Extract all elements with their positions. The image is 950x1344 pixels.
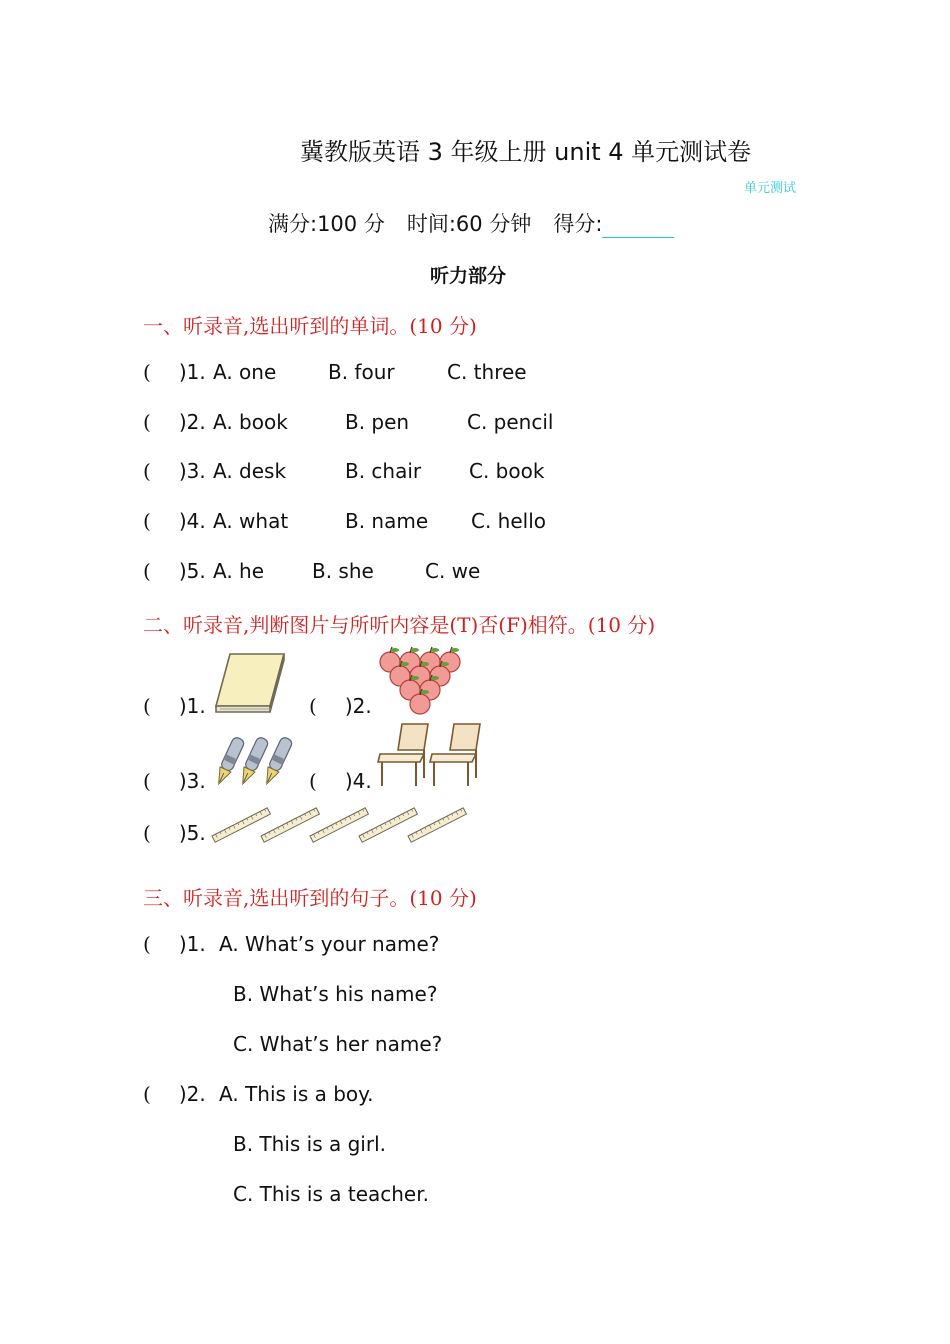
option-b: B. she bbox=[312, 559, 374, 583]
option-c: C. three bbox=[447, 360, 527, 384]
question-number: )1. bbox=[178, 932, 206, 956]
answer-paren[interactable]: ( bbox=[143, 459, 151, 483]
item-number: )4. bbox=[344, 769, 372, 793]
s2-item-4 bbox=[309, 769, 372, 793]
item-number: )1. bbox=[178, 694, 206, 718]
answer-paren[interactable]: ( bbox=[143, 694, 151, 718]
section3-title: 三、听录音,选出听到的句子。(10 分) bbox=[143, 886, 477, 910]
s1-question-3 bbox=[143, 459, 545, 483]
s3-question-1 bbox=[143, 932, 440, 956]
page-title: 冀教版英语 3 年级上册 unit 4 单元测试卷 bbox=[300, 138, 752, 166]
answer-paren[interactable]: ( bbox=[143, 1082, 151, 1106]
answer-paren[interactable]: ( bbox=[143, 559, 151, 583]
answer-paren[interactable]: ( bbox=[143, 769, 151, 793]
answer-paren[interactable]: ( bbox=[143, 821, 151, 845]
s3-q1-option-c: C. What’s her name? bbox=[233, 1032, 443, 1056]
full-score: 满分:100 分 bbox=[268, 212, 385, 236]
section2-title: 二、听录音,判断图片与所听内容是(T)否(F)相符。(10 分) bbox=[143, 613, 656, 637]
option-a: A. one bbox=[213, 360, 277, 384]
apples-icon bbox=[376, 646, 468, 716]
score-label: 得分: bbox=[553, 212, 603, 236]
s2-item-3 bbox=[143, 769, 206, 793]
answer-paren[interactable]: ( bbox=[309, 769, 317, 793]
s3-q1-option-b: B. What’s his name? bbox=[233, 982, 438, 1006]
time-limit: 时间:60 分钟 bbox=[406, 212, 532, 236]
score-line bbox=[268, 208, 674, 238]
question-number: )1. bbox=[178, 360, 206, 384]
item-number: )2. bbox=[344, 694, 372, 718]
rulers-icon bbox=[210, 796, 472, 844]
option-c: C. book bbox=[469, 459, 545, 483]
answer-paren[interactable]: ( bbox=[309, 694, 317, 718]
item-number: )5. bbox=[178, 821, 206, 845]
s3-q2-option-b: B. This is a girl. bbox=[233, 1132, 386, 1156]
option-a: A. This is a boy. bbox=[219, 1082, 374, 1106]
question-number: )2. bbox=[178, 410, 206, 434]
option-a: A. desk bbox=[213, 459, 287, 483]
s3-q2-option-c: C. This is a teacher. bbox=[233, 1182, 429, 1206]
pens-icon bbox=[210, 732, 294, 792]
option-a: A. what bbox=[213, 509, 289, 533]
book-icon bbox=[212, 648, 288, 716]
option-c: C. we bbox=[425, 559, 481, 583]
s1-question-2 bbox=[143, 410, 554, 434]
item-number: )3. bbox=[178, 769, 206, 793]
s2-item-1 bbox=[143, 694, 206, 718]
answer-paren[interactable]: ( bbox=[143, 509, 151, 533]
answer-paren[interactable]: ( bbox=[143, 410, 151, 434]
option-b: B. pen bbox=[345, 410, 410, 434]
answer-paren[interactable]: ( bbox=[143, 360, 151, 384]
question-number: )4. bbox=[178, 509, 206, 533]
s1-question-5 bbox=[143, 559, 481, 583]
option-a: A. What’s your name? bbox=[219, 932, 440, 956]
question-number: )2. bbox=[178, 1082, 206, 1106]
score-blank[interactable] bbox=[602, 215, 674, 238]
watermark: 单元测试 bbox=[744, 181, 797, 196]
s2-item-2 bbox=[309, 694, 372, 718]
option-c: C. hello bbox=[471, 509, 547, 533]
s2-item-5 bbox=[143, 821, 206, 845]
option-b: B. chair bbox=[345, 459, 422, 483]
option-a: A. he bbox=[213, 559, 265, 583]
s1-question-1 bbox=[143, 360, 527, 384]
option-b: B. four bbox=[328, 360, 395, 384]
option-a: A. book bbox=[213, 410, 288, 434]
part-title: 听力部分 bbox=[430, 265, 507, 287]
answer-paren[interactable]: ( bbox=[143, 932, 151, 956]
s3-question-2 bbox=[143, 1082, 374, 1106]
question-number: )5. bbox=[178, 559, 206, 583]
chairs-icon bbox=[376, 720, 488, 790]
option-c: C. pencil bbox=[467, 410, 554, 434]
section1-title: 一、听录音,选出听到的单词。(10 分) bbox=[143, 314, 477, 338]
option-b: B. name bbox=[345, 509, 429, 533]
question-number: )3. bbox=[178, 459, 206, 483]
s1-question-4 bbox=[143, 509, 547, 533]
